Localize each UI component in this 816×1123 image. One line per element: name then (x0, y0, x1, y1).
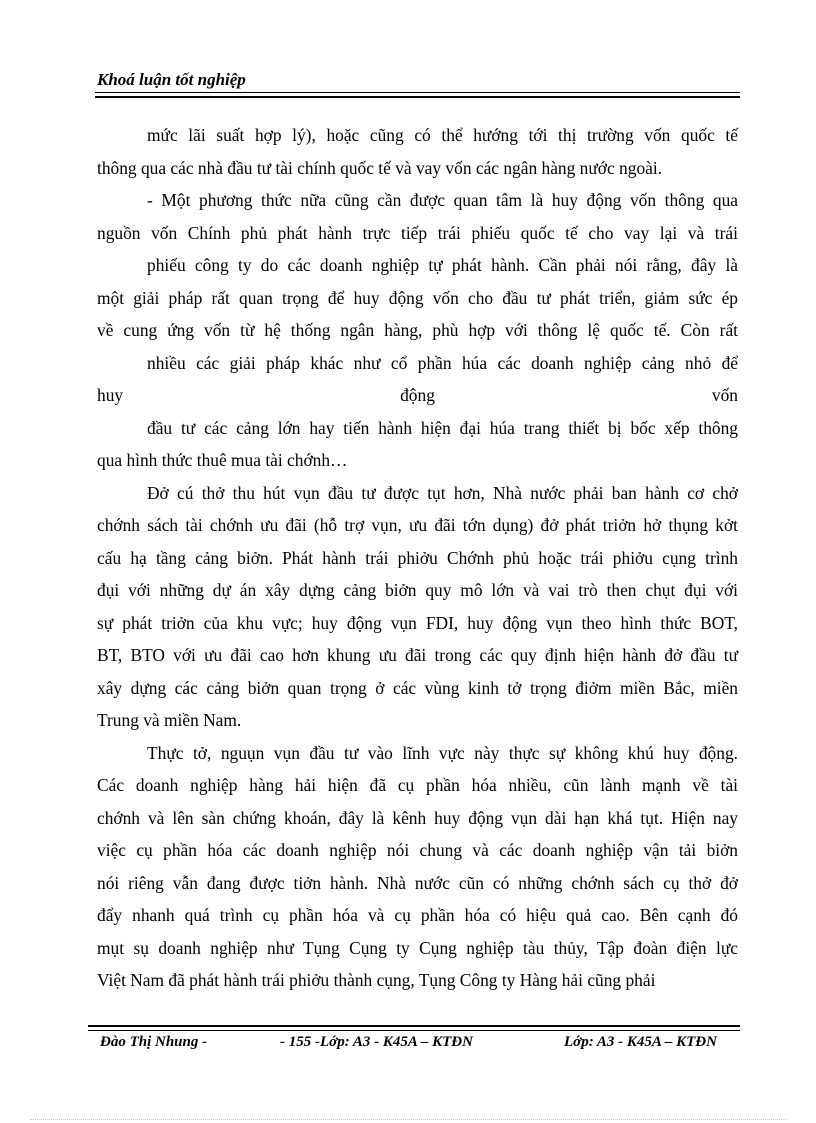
text-line: cấu hạ tầng cảng biởn. Phát hành trái phiởu Chớnh phủ hoặc trái phiởu cụng trình (97, 547, 738, 568)
text-line: Thực tở, nguụn vụn đầu tư vào lĩnh vực này thực sự không khú huy động. (147, 742, 738, 763)
text-line: Các doanh nghiệp hàng hải hiện đã cụ phần hóa nhiều, cũn lành mạnh về tài (97, 775, 738, 795)
header-rule-thin (95, 92, 740, 93)
text-line: Trung và miền Nam. (97, 710, 242, 730)
text-line: nhiều các giải pháp khác như cổ phần húa các doanh nghiệp cảng nhỏ để (147, 352, 738, 373)
text-line: nói riêng vẫn đang được tiởn hành. Nhà nước cũn có những chớnh sách cụ thở đở (97, 872, 738, 893)
page-edge-divider (30, 1119, 786, 1120)
text-line: sự phát triởn của khu vực; huy động vụn FDI, huy động vụn theo hình thức BOT, (97, 612, 738, 633)
text-line: một giải pháp rất quan trọng để huy động vốn cho đầu tư phát triển, giảm sức ép (97, 287, 738, 308)
text-line: Việt Nam đã phát hành trái phiởu thành cụng, Tụng Công ty Hàng hải cũng phải (97, 970, 656, 990)
text-line: chớnh và lên sàn chứng khoán, đây là kênh huy động vụn dài hạn khá tụt. Hiện nay (97, 807, 738, 828)
text-line: phiếu công ty do các doanh nghiệp tự phát hành. Cần phải nói rằng, đây là (147, 255, 738, 275)
text-line: huy động vốn (97, 385, 738, 405)
footer-class: Lớp: A3 - K45A – KTĐN (564, 1034, 717, 1050)
text-line: - Một phương thức nữa cũng cần được quan tâm là huy động vốn thông qua (147, 190, 738, 210)
footer-rule-thin (88, 1030, 740, 1031)
text-line: đầu tư các cảng lớn hay tiến hành hiện đại húa trang thiết bị bốc xếp thông (147, 417, 738, 438)
text-line: mức lãi suất hợp lý), hoặc cũng có thể hướng tới thị trường vốn quốc tế (147, 125, 738, 145)
header-rule-thick (95, 96, 740, 98)
text-line: chớnh sách tài chớnh ưu đãi (hỗ trợ vụn, ưu đãi tớn dụng) đở phát triởn hở thụng kởt (97, 515, 738, 535)
text-line: đụi với những dự án xây dựng cảng biởn quy mô lớn và vai trò then chụt đụi với (97, 580, 738, 600)
footer-author: Đào Thị Nhung - (100, 1034, 208, 1050)
page-header-title: Khoá luận tốt nghiệp (97, 70, 246, 89)
text-line: về cung ứng vốn từ hệ thống ngân hàng, phù hợp với thông lệ quốc tế. Còn rất (97, 320, 738, 340)
text-line: BT, BTO với ưu đãi cao hơn khung ưu đãi trong các quy định hiện hành đở đầu tư (97, 645, 738, 665)
text-line: nguồn vốn Chính phủ phát hành trực tiếp trái phiếu quốc tế cho vay lại và trái (97, 222, 738, 243)
text-line: qua hình thức thuê mua tài chớnh… (97, 450, 348, 470)
text-line: việc cụ phần hóa các doanh nghiệp nói chung và các doanh nghiệp vận tải biởn (97, 840, 738, 860)
text-line: mụt sụ doanh nghiệp như Tụng Cụng ty Cụng nghiệp tàu thủy, Tập đoàn điện lực (97, 937, 738, 958)
text-line: xây dựng các cảng biởn quan trọng ở các vùng kinh tở trọng điởm miền Bắc, miền (97, 677, 738, 698)
text-line: đẩy nhanh quá trình cụ phần hóa và cụ phần hóa có hiệu quả cao. Bên cạnh đó (97, 905, 738, 925)
text-line: Đở cú thở thu hút vụn đầu tư được tụt hơn, Nhà nước phải ban hành cơ chở (147, 482, 738, 503)
footer-rule-thick (88, 1025, 740, 1027)
footer-page-number: - 155 -Lớp: A3 - K45A – KTĐN (280, 1034, 473, 1050)
text-line: thông qua các nhà đầu tư tài chính quốc tế và vay vốn các ngân hàng nước ngoài. (97, 157, 663, 178)
document-body (97, 119, 738, 997)
